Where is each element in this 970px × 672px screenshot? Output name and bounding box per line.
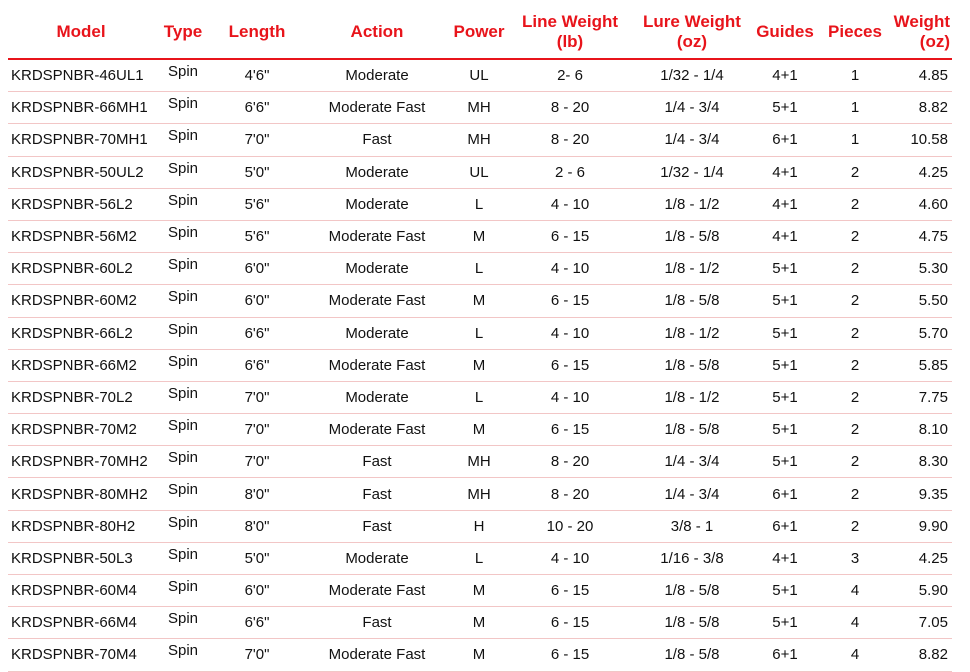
cell-pieces: 1 bbox=[820, 59, 890, 92]
cell-lure-weight: 1/32 - 1/4 bbox=[634, 156, 750, 188]
cell-pieces: 1 bbox=[820, 124, 890, 156]
cell-power: L bbox=[452, 381, 506, 413]
cell-model: KRDSPNBR-56L2 bbox=[8, 188, 154, 220]
cell-weight: 10.58 bbox=[890, 124, 952, 156]
cell-length: 4'6" bbox=[212, 59, 302, 92]
cell-model: KRDSPNBR-70M4 bbox=[8, 639, 154, 671]
cell-guides: 4+1 bbox=[750, 156, 820, 188]
cell-type: Spin bbox=[154, 188, 212, 220]
cell-type: Spin bbox=[154, 124, 212, 156]
cell-lure-weight: 3/8 - 1 bbox=[634, 510, 750, 542]
cell-power: M bbox=[452, 607, 506, 639]
cell-power: M bbox=[452, 639, 506, 671]
cell-type: Spin bbox=[154, 285, 212, 317]
cell-weight: 8.30 bbox=[890, 446, 952, 478]
cell-weight: 8.82 bbox=[890, 92, 952, 124]
cell-lure-weight: 1/8 - 5/8 bbox=[634, 607, 750, 639]
cell-pieces: 2 bbox=[820, 414, 890, 446]
cell-lure-weight: 1/8 - 1/2 bbox=[634, 253, 750, 285]
cell-line-weight: 4 - 10 bbox=[506, 253, 634, 285]
cell-lure-weight: 1/8 - 1/2 bbox=[634, 317, 750, 349]
cell-type: Spin bbox=[154, 220, 212, 252]
cell-guides: 4+1 bbox=[750, 59, 820, 92]
cell-action: Moderate bbox=[302, 59, 452, 92]
cell-action: Moderate Fast bbox=[302, 414, 452, 446]
cell-length: 8'0" bbox=[212, 478, 302, 510]
cell-line-weight: 4 - 10 bbox=[506, 188, 634, 220]
spec-table bbox=[8, 6, 952, 672]
cell-line-weight: 8 - 20 bbox=[506, 124, 634, 156]
cell-lure-weight: 1/8 - 5/8 bbox=[634, 349, 750, 381]
cell-lure-weight: 1/8 - 5/8 bbox=[634, 285, 750, 317]
cell-type: Spin bbox=[154, 478, 212, 510]
cell-pieces: 2 bbox=[820, 188, 890, 220]
cell-action: Moderate bbox=[302, 381, 452, 413]
cell-power: L bbox=[452, 317, 506, 349]
cell-pieces: 2 bbox=[820, 156, 890, 188]
cell-type: Spin bbox=[154, 510, 212, 542]
cell-guides: 6+1 bbox=[750, 510, 820, 542]
cell-guides: 5+1 bbox=[750, 253, 820, 285]
cell-length: 5'6" bbox=[212, 220, 302, 252]
cell-pieces: 2 bbox=[820, 478, 890, 510]
cell-weight: 5.90 bbox=[890, 575, 952, 607]
table-row bbox=[8, 285, 952, 317]
cell-line-weight: 2- 6 bbox=[506, 59, 634, 92]
cell-type: Spin bbox=[154, 59, 212, 92]
cell-guides: 5+1 bbox=[750, 92, 820, 124]
cell-pieces: 2 bbox=[820, 220, 890, 252]
cell-length: 6'0" bbox=[212, 253, 302, 285]
cell-guides: 4+1 bbox=[750, 542, 820, 574]
cell-line-weight: 8 - 20 bbox=[506, 92, 634, 124]
cell-power: M bbox=[452, 220, 506, 252]
table-body bbox=[8, 59, 952, 671]
table-row bbox=[8, 188, 952, 220]
cell-guides: 4+1 bbox=[750, 220, 820, 252]
cell-pieces: 4 bbox=[820, 575, 890, 607]
cell-guides: 5+1 bbox=[750, 414, 820, 446]
header-model: Model bbox=[8, 6, 154, 59]
header-pieces: Pieces bbox=[820, 6, 890, 59]
cell-lure-weight: 1/16 - 3/8 bbox=[634, 542, 750, 574]
header-lure-weight-label: Lure Weight bbox=[643, 12, 741, 31]
cell-weight: 8.10 bbox=[890, 414, 952, 446]
cell-length: 7'0" bbox=[212, 414, 302, 446]
cell-line-weight: 10 - 20 bbox=[506, 510, 634, 542]
cell-length: 7'0" bbox=[212, 639, 302, 671]
cell-action: Fast bbox=[302, 510, 452, 542]
cell-length: 6'6" bbox=[212, 317, 302, 349]
cell-line-weight: 6 - 15 bbox=[506, 575, 634, 607]
cell-model: KRDSPNBR-50L3 bbox=[8, 542, 154, 574]
cell-pieces: 2 bbox=[820, 285, 890, 317]
cell-lure-weight: 1/8 - 5/8 bbox=[634, 414, 750, 446]
cell-action: Fast bbox=[302, 478, 452, 510]
cell-type: Spin bbox=[154, 317, 212, 349]
cell-weight: 7.05 bbox=[890, 607, 952, 639]
cell-model: KRDSPNBR-80H2 bbox=[8, 510, 154, 542]
cell-action: Moderate bbox=[302, 188, 452, 220]
cell-guides: 5+1 bbox=[750, 349, 820, 381]
header-lure-weight-unit: (oz) bbox=[676, 32, 708, 51]
cell-length: 6'6" bbox=[212, 607, 302, 639]
cell-pieces: 1 bbox=[820, 92, 890, 124]
cell-power: L bbox=[452, 542, 506, 574]
cell-power: H bbox=[452, 510, 506, 542]
table-row bbox=[8, 381, 952, 413]
header-action: Action bbox=[302, 6, 452, 59]
cell-weight: 9.90 bbox=[890, 510, 952, 542]
table-row bbox=[8, 542, 952, 574]
cell-power: L bbox=[452, 253, 506, 285]
cell-weight: 7.75 bbox=[890, 381, 952, 413]
cell-length: 6'0" bbox=[212, 285, 302, 317]
cell-weight: 5.50 bbox=[890, 285, 952, 317]
cell-model: KRDSPNBR-80MH2 bbox=[8, 478, 154, 510]
cell-action: Fast bbox=[302, 124, 452, 156]
cell-model: KRDSPNBR-66L2 bbox=[8, 317, 154, 349]
cell-guides: 5+1 bbox=[750, 317, 820, 349]
cell-weight: 4.60 bbox=[890, 188, 952, 220]
cell-type: Spin bbox=[154, 607, 212, 639]
header-power: Power bbox=[452, 6, 506, 59]
header-line-weight-unit: (lb) bbox=[556, 32, 584, 51]
cell-lure-weight: 1/8 - 5/8 bbox=[634, 220, 750, 252]
cell-lure-weight: 1/32 - 1/4 bbox=[634, 59, 750, 92]
table-row bbox=[8, 639, 952, 671]
cell-length: 7'0" bbox=[212, 124, 302, 156]
cell-power: MH bbox=[452, 124, 506, 156]
cell-pieces: 2 bbox=[820, 510, 890, 542]
header-length: Length bbox=[212, 6, 302, 59]
cell-power: M bbox=[452, 575, 506, 607]
cell-model: KRDSPNBR-66M4 bbox=[8, 607, 154, 639]
cell-length: 8'0" bbox=[212, 510, 302, 542]
table-row bbox=[8, 59, 952, 92]
cell-weight: 5.70 bbox=[890, 317, 952, 349]
cell-model: KRDSPNBR-50UL2 bbox=[8, 156, 154, 188]
cell-type: Spin bbox=[154, 446, 212, 478]
cell-line-weight: 4 - 10 bbox=[506, 542, 634, 574]
table-row bbox=[8, 156, 952, 188]
cell-model: KRDSPNBR-70L2 bbox=[8, 381, 154, 413]
cell-action: Fast bbox=[302, 607, 452, 639]
header-type: Type bbox=[154, 6, 212, 59]
cell-model: KRDSPNBR-66MH1 bbox=[8, 92, 154, 124]
cell-pieces: 2 bbox=[820, 349, 890, 381]
cell-lure-weight: 1/8 - 1/2 bbox=[634, 188, 750, 220]
cell-length: 7'0" bbox=[212, 381, 302, 413]
cell-type: Spin bbox=[154, 575, 212, 607]
cell-guides: 6+1 bbox=[750, 639, 820, 671]
cell-action: Moderate bbox=[302, 317, 452, 349]
cell-weight: 5.30 bbox=[890, 253, 952, 285]
cell-length: 6'6" bbox=[212, 349, 302, 381]
cell-guides: 6+1 bbox=[750, 478, 820, 510]
cell-lure-weight: 1/4 - 3/4 bbox=[634, 446, 750, 478]
table-row bbox=[8, 124, 952, 156]
cell-guides: 5+1 bbox=[750, 575, 820, 607]
cell-action: Moderate Fast bbox=[302, 575, 452, 607]
cell-type: Spin bbox=[154, 639, 212, 671]
cell-type: Spin bbox=[154, 542, 212, 574]
cell-line-weight: 6 - 15 bbox=[506, 285, 634, 317]
table-row bbox=[8, 607, 952, 639]
cell-pieces: 3 bbox=[820, 542, 890, 574]
table-row bbox=[8, 478, 952, 510]
cell-model: KRDSPNBR-60M2 bbox=[8, 285, 154, 317]
cell-power: M bbox=[452, 414, 506, 446]
cell-pieces: 2 bbox=[820, 446, 890, 478]
table-row bbox=[8, 92, 952, 124]
cell-model: KRDSPNBR-70MH1 bbox=[8, 124, 154, 156]
table-row bbox=[8, 253, 952, 285]
table-row bbox=[8, 220, 952, 252]
cell-weight: 4.25 bbox=[890, 156, 952, 188]
cell-action: Moderate bbox=[302, 156, 452, 188]
cell-length: 7'0" bbox=[212, 446, 302, 478]
cell-type: Spin bbox=[154, 156, 212, 188]
cell-weight: 4.85 bbox=[890, 59, 952, 92]
cell-guides: 5+1 bbox=[750, 607, 820, 639]
cell-power: M bbox=[452, 285, 506, 317]
cell-line-weight: 6 - 15 bbox=[506, 639, 634, 671]
cell-action: Moderate bbox=[302, 542, 452, 574]
cell-model: KRDSPNBR-46UL1 bbox=[8, 59, 154, 92]
cell-action: Fast bbox=[302, 446, 452, 478]
cell-length: 5'6" bbox=[212, 188, 302, 220]
table-row bbox=[8, 414, 952, 446]
cell-type: Spin bbox=[154, 414, 212, 446]
cell-line-weight: 6 - 15 bbox=[506, 414, 634, 446]
cell-weight: 8.82 bbox=[890, 639, 952, 671]
cell-pieces: 2 bbox=[820, 381, 890, 413]
cell-lure-weight: 1/8 - 1/2 bbox=[634, 381, 750, 413]
cell-guides: 4+1 bbox=[750, 188, 820, 220]
cell-model: KRDSPNBR-60L2 bbox=[8, 253, 154, 285]
cell-line-weight: 8 - 20 bbox=[506, 478, 634, 510]
cell-power: MH bbox=[452, 446, 506, 478]
cell-model: KRDSPNBR-56M2 bbox=[8, 220, 154, 252]
cell-pieces: 2 bbox=[820, 253, 890, 285]
cell-length: 5'0" bbox=[212, 542, 302, 574]
cell-guides: 5+1 bbox=[750, 446, 820, 478]
cell-power: L bbox=[452, 188, 506, 220]
cell-lure-weight: 1/4 - 3/4 bbox=[634, 478, 750, 510]
header-weight-label: Weight bbox=[893, 12, 950, 31]
cell-lure-weight: 1/8 - 5/8 bbox=[634, 639, 750, 671]
cell-action: Moderate Fast bbox=[302, 220, 452, 252]
cell-pieces: 4 bbox=[820, 639, 890, 671]
cell-line-weight: 6 - 15 bbox=[506, 349, 634, 381]
cell-type: Spin bbox=[154, 381, 212, 413]
cell-lure-weight: 1/4 - 3/4 bbox=[634, 124, 750, 156]
cell-power: MH bbox=[452, 478, 506, 510]
cell-model: KRDSPNBR-70M2 bbox=[8, 414, 154, 446]
header-line-weight-label: Line Weight bbox=[521, 12, 618, 31]
cell-line-weight: 8 - 20 bbox=[506, 446, 634, 478]
cell-type: Spin bbox=[154, 253, 212, 285]
cell-action: Moderate Fast bbox=[302, 285, 452, 317]
cell-power: M bbox=[452, 349, 506, 381]
cell-length: 5'0" bbox=[212, 156, 302, 188]
header-row bbox=[8, 6, 952, 59]
cell-weight: 4.25 bbox=[890, 542, 952, 574]
header-weight-unit: (oz) bbox=[919, 32, 950, 51]
cell-pieces: 4 bbox=[820, 607, 890, 639]
cell-action: Moderate Fast bbox=[302, 349, 452, 381]
cell-action: Moderate bbox=[302, 253, 452, 285]
header-guides: Guides bbox=[750, 6, 820, 59]
cell-power: MH bbox=[452, 92, 506, 124]
cell-line-weight: 6 - 15 bbox=[506, 607, 634, 639]
cell-pieces: 2 bbox=[820, 317, 890, 349]
cell-lure-weight: 1/4 - 3/4 bbox=[634, 92, 750, 124]
cell-action: Moderate Fast bbox=[302, 639, 452, 671]
header-weight bbox=[890, 6, 952, 59]
cell-guides: 5+1 bbox=[750, 285, 820, 317]
cell-model: KRDSPNBR-70MH2 bbox=[8, 446, 154, 478]
cell-line-weight: 6 - 15 bbox=[506, 220, 634, 252]
cell-lure-weight: 1/8 - 5/8 bbox=[634, 575, 750, 607]
cell-weight: 4.75 bbox=[890, 220, 952, 252]
table-row bbox=[8, 317, 952, 349]
cell-weight: 5.85 bbox=[890, 349, 952, 381]
table-row bbox=[8, 446, 952, 478]
table-row bbox=[8, 575, 952, 607]
cell-action: Moderate Fast bbox=[302, 92, 452, 124]
cell-model: KRDSPNBR-66M2 bbox=[8, 349, 154, 381]
cell-line-weight: 4 - 10 bbox=[506, 381, 634, 413]
cell-length: 6'0" bbox=[212, 575, 302, 607]
cell-power: UL bbox=[452, 156, 506, 188]
cell-weight: 9.35 bbox=[890, 478, 952, 510]
cell-type: Spin bbox=[154, 349, 212, 381]
cell-power: UL bbox=[452, 59, 506, 92]
cell-length: 6'6" bbox=[212, 92, 302, 124]
cell-line-weight: 2 - 6 bbox=[506, 156, 634, 188]
cell-model: KRDSPNBR-60M4 bbox=[8, 575, 154, 607]
table-row bbox=[8, 510, 952, 542]
cell-type: Spin bbox=[154, 92, 212, 124]
cell-guides: 5+1 bbox=[750, 381, 820, 413]
cell-line-weight: 4 - 10 bbox=[506, 317, 634, 349]
header-lure-weight bbox=[634, 6, 750, 59]
table-row bbox=[8, 349, 952, 381]
header-line-weight bbox=[506, 6, 634, 59]
cell-guides: 6+1 bbox=[750, 124, 820, 156]
